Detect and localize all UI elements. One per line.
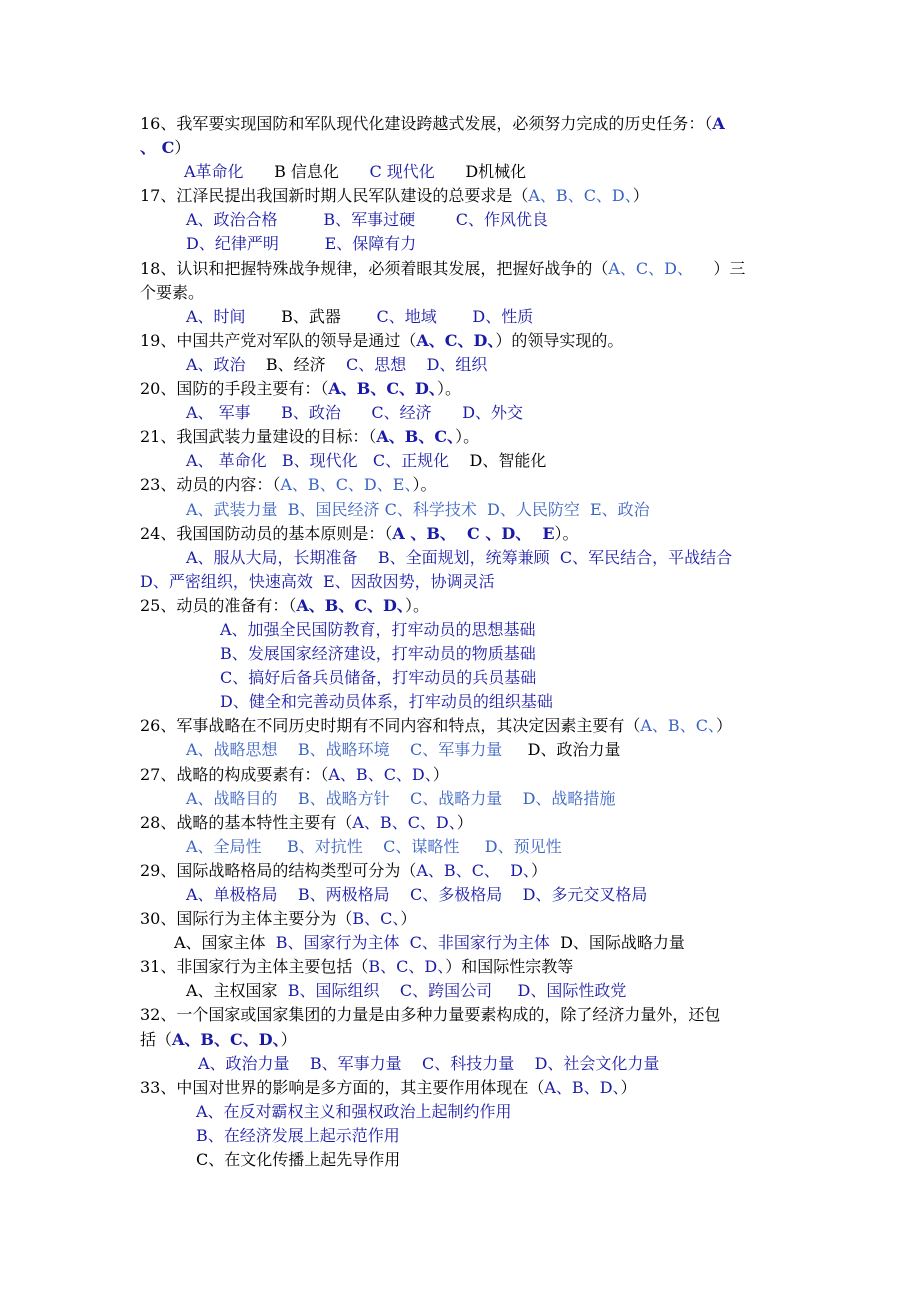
- question-text: 32、一个国家或国家集团的力量是由多种力量要素构成的，除了经济力量外，还包: [140, 1005, 721, 1025]
- question-text: 个要素。: [140, 282, 205, 302]
- answer-text: A、在反对霸权主义和强权政治上起制约作用: [196, 1101, 512, 1121]
- answer-text: B、C、: [352, 909, 401, 929]
- answer-text: D、纪律严明 E、保障有力: [186, 234, 417, 254]
- question-text: B、经济: [245, 354, 347, 374]
- text-line: [140, 1100, 830, 1124]
- answer-text: A、C、D、: [416, 330, 496, 350]
- document-body: [140, 112, 830, 1172]
- answer-text: A、加强全民国防教育，打牢动员的思想基础: [220, 619, 536, 639]
- text-line: [140, 184, 830, 208]
- question-text: ）: [174, 138, 191, 158]
- answer-text: B、C、D、: [368, 957, 446, 977]
- answer-text: C 现代化: [369, 162, 435, 182]
- text-line: [140, 883, 830, 907]
- text-line: [140, 1148, 830, 1172]
- text-line: [140, 738, 830, 762]
- question-text: 29、国际战略格局的结构类型可分为（: [140, 860, 417, 880]
- answer-text: A、单极格局 B、两极格局 C、多极格局 D、多元交叉格局: [186, 885, 648, 904]
- text-line: [140, 1124, 830, 1148]
- question-text: ）: [632, 186, 649, 206]
- text-line: [140, 112, 830, 136]
- answer-text: A、 军事 B、政治 C、经济 D、外交: [186, 403, 524, 423]
- question-text: ）: [280, 1029, 297, 1049]
- question-text: ）。: [404, 595, 429, 615]
- answer-text: A、B、C、D、: [296, 595, 405, 615]
- text-line: [140, 329, 830, 353]
- answer-text: A、B、C、D、E、: [280, 475, 413, 495]
- answer-text: B、在经济发展上起示范作用: [196, 1125, 400, 1145]
- answer-text: C、搞好后备兵员储备，打牢动员的兵员基础: [220, 668, 537, 688]
- answer-text: A、B、C、: [640, 716, 716, 736]
- answer-text: B、国际组织 C、跨国公司 D、国际性政党: [287, 981, 627, 1001]
- answer-text: A、战略目的 B、战略方针 C、战略力量 D、战略措施: [186, 788, 616, 808]
- question-text: ）。: [436, 379, 461, 399]
- answer-text: A: [712, 114, 725, 133]
- question-text: D、国际战略力量: [549, 933, 685, 953]
- question-text: 20、国防的手段主要有：（: [140, 379, 329, 399]
- answer-text: D、健全和完善动员体系，打牢动员的组织基础: [220, 692, 553, 712]
- text-line: [140, 811, 830, 835]
- question-text: ）三: [693, 258, 746, 278]
- answer-text: A、全局性 B、对抗性 C、谋略性 D、预见性: [186, 836, 562, 856]
- question-text: ）。: [554, 523, 579, 543]
- answer-text: A、武装力量 B、国民经济 C、科学技术 D、人民防空 E、政治: [186, 499, 650, 519]
- text-line: [140, 690, 830, 714]
- text-line: [140, 353, 830, 377]
- text-line: [140, 473, 830, 497]
- question-text: 17、江泽民提出我国新时期人民军队建设的总要求是（: [140, 186, 529, 206]
- text-line: [140, 955, 830, 979]
- answer-text: A、政治: [186, 354, 246, 374]
- answer-text: 、 C: [140, 138, 175, 158]
- question-text: 27、战略的构成要素有：（: [140, 764, 329, 784]
- question-text: ）: [715, 716, 732, 736]
- answer-text: A、B、D、: [544, 1077, 621, 1097]
- answer-text: C、思想 D、组织: [346, 354, 488, 374]
- question-text: 26、军事战略在不同历史时期有不同内容和特点，其决定因素主要有（: [140, 716, 641, 736]
- answer-text: A、政治合格 B、军事过硬 C、作风优良: [186, 210, 549, 230]
- answer-text: A 、B、 C 、D、 E: [392, 523, 555, 543]
- answer-text: A、 革命化 B、现代化 C、正规化: [186, 451, 450, 471]
- text-line: [140, 570, 830, 594]
- text-line: [140, 1052, 830, 1076]
- question-text: D、智能化: [449, 451, 547, 471]
- text-line: [140, 232, 830, 256]
- answer-text: D、严密组织，快速高效 E、因敌因势，协调灵活: [140, 571, 495, 591]
- question-text: D、政治力量: [502, 740, 621, 760]
- answer-text: A、时间: [186, 306, 246, 326]
- text-line: [140, 666, 830, 690]
- question-text: 16、我军要实现国防和军队现代化建设跨越式发展，必须努力完成的历史任务：（: [140, 114, 713, 133]
- question-text: 24、我国国防动员的基本原则是：（: [140, 523, 393, 543]
- text-line: [140, 979, 830, 1003]
- question-text: B 信息化: [243, 162, 370, 182]
- text-line: [140, 425, 830, 449]
- text-line: [140, 763, 830, 787]
- question-text: ）: [400, 909, 417, 929]
- text-line: [140, 1003, 830, 1027]
- question-text: 25、动员的准备有：（: [140, 595, 297, 615]
- text-line: [140, 208, 830, 232]
- question-text: ）: [456, 812, 473, 832]
- answer-text: A、B、C、D、: [172, 1029, 281, 1049]
- question-text: 21、我国武装力量建设的目标：（: [140, 427, 377, 447]
- text-line: [140, 714, 830, 738]
- text-line: [140, 931, 830, 955]
- text-line: [140, 449, 830, 473]
- question-text: ）。: [412, 475, 437, 495]
- text-line: [140, 1076, 830, 1100]
- answer-text: A、战略思想 B、战略环境 C、军事力量: [186, 740, 503, 760]
- answer-text: B、国家行为主体 C、非国家行为主体: [275, 933, 550, 953]
- text-line: [140, 136, 830, 160]
- answer-text: A、B、C、D、: [328, 764, 433, 784]
- text-line: [140, 594, 830, 618]
- answer-text: B、发展国家经济建设，打牢动员的物质基础: [220, 644, 536, 664]
- question-text: ）和国际性宗教等: [445, 957, 574, 977]
- question-text: B、武器: [245, 306, 377, 326]
- answer-text: A、C、D、: [608, 258, 694, 278]
- question-text: 18、认识和把握特殊战争规律，必须着眼其发展，把握好战争的（: [140, 258, 609, 278]
- text-line: [140, 546, 830, 570]
- question-text: ）: [530, 860, 547, 880]
- question-text: 括（: [140, 1029, 173, 1049]
- question-text: 30、国际行为主体主要分为（: [140, 909, 353, 929]
- question-text: ）的领导实现的。: [495, 330, 624, 350]
- question-text: ）: [432, 764, 449, 784]
- text-line: [140, 305, 830, 329]
- text-line: [140, 377, 830, 401]
- answer-text: A、B、C、D、: [352, 812, 457, 832]
- question-text: 31、非国家行为主体主要包括（: [140, 957, 369, 977]
- question-text: ）。: [455, 427, 480, 447]
- question-text: 33、中国对世界的影响是多方面的，其主要作用体现在（: [140, 1077, 545, 1097]
- answer-text: A、政治力量 B、军事力量 C、科技力量 D、社会文化力量: [198, 1053, 660, 1073]
- answer-text: A革命化: [184, 162, 244, 182]
- answer-text: A、服从大局，长期准备 B、全面规划，统筹兼顾 C、军民结合，平战结合: [186, 547, 733, 567]
- text-line: [140, 907, 830, 931]
- text-line: [140, 522, 830, 546]
- answer-text: A、B、C、D、: [528, 186, 633, 206]
- question-text: A、国家主体: [174, 933, 276, 953]
- answer-text: A、B、C、 D、: [416, 860, 531, 880]
- text-line: [140, 160, 830, 184]
- answer-text: C、地域 D、性质: [376, 306, 534, 326]
- text-line: [140, 787, 830, 811]
- text-line: [140, 1028, 830, 1052]
- answer-text: A、B、C、D、: [328, 379, 437, 399]
- question-text: ）: [620, 1077, 637, 1097]
- text-line: [140, 835, 830, 859]
- answer-text: A、B、C、: [376, 427, 456, 447]
- text-line: [140, 618, 830, 642]
- question-text: 19、中国共产党对军队的领导是通过（: [140, 330, 417, 350]
- text-line: [140, 642, 830, 666]
- question-text: 28、战略的基本特性主要有（: [140, 812, 353, 832]
- question-text: C、在文化传播上起先导作用: [196, 1150, 401, 1170]
- text-line: [140, 257, 830, 281]
- question-text: D机械化: [434, 162, 527, 182]
- text-line: [140, 401, 830, 425]
- text-line: [140, 859, 830, 883]
- text-line: [140, 498, 830, 522]
- question-text: A、主权国家: [186, 981, 288, 1001]
- text-line: [140, 281, 830, 305]
- question-text: 23、动员的内容：（: [140, 475, 281, 495]
